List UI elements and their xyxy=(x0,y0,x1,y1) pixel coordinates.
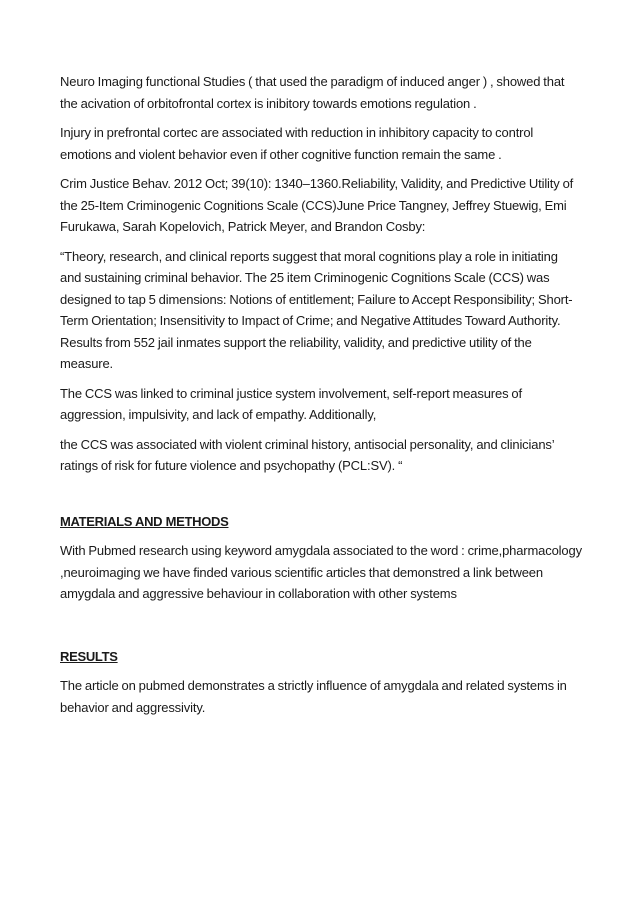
paragraph-neuroimaging: Neuro Imaging functional Studies ( that used the paradigm of induced anger ) , showed that the acivation of orbitofrontal cortex is inibitory towards emotions regulation . xyxy=(60,74,565,111)
materials-methods-heading: MATERIALS AND METHODS xyxy=(60,513,229,529)
results-heading: RESULTS xyxy=(60,648,118,664)
paragraph-prefrontal-injury: Injury in prefrontal cortec are associated with reduction in inhibitory capacity to control emotions and violent behavior even if other cognitive function remain the same . xyxy=(60,125,534,162)
paragraph-ccs-linked: The CCS was linked to criminal justice system involvement, self-report measures of aggression, impulsivity, and lack of empathy. Additionally, xyxy=(60,385,522,422)
paragraph-ccs-associated: the CCS was associated with violent criminal history, antisocial personality, and clinicians’ ratings of risk for future violence and psychopathy (PCL:SV). “ xyxy=(60,436,555,473)
section-spacer xyxy=(60,613,582,646)
results-text: The article on pubmed demonstrates a strictly influence of amygdala and related systems in behavior and aggressivity. xyxy=(60,678,567,715)
section-spacer xyxy=(60,485,582,511)
materials-methods-text: With Pubmed research using keyword amygdala associated to the word : crime,pharmacology ,neuroimaging we have finded various scientific articles that demonstred a link between amygdala and aggressive behaviour in collaboration with other systems xyxy=(60,543,582,601)
paragraph-quote-abstract: “Theory, research, and clinical reports suggest that moral cognitions play a role in initiating and sustaining criminal behavior. The 25 item Criminogenic Cognitions Scale (CCS) was designed to tap 5 dimensions: Notions of entitlement; Failure to Accept Responsibility; Short-Term Orientation; Insensitivity to Impact of Crime; and Negative Attitudes Toward Authority. Results from 552 jail inmates support the reliability, validity, and predictive utility of the measure. xyxy=(60,248,573,371)
paragraph-citation: Crim Justice Behav. 2012 Oct; 39(10): 1340–1360.Reliability, Validity, and Predictive Utility of the 25-Item Criminogenic Cognitions Scale (CCS)June Price Tangney, Jeffrey Stuewig, Emi Furukawa, Sarah Kopelovich, Patrick Meyer, and Brandon Cosby: xyxy=(60,176,574,234)
